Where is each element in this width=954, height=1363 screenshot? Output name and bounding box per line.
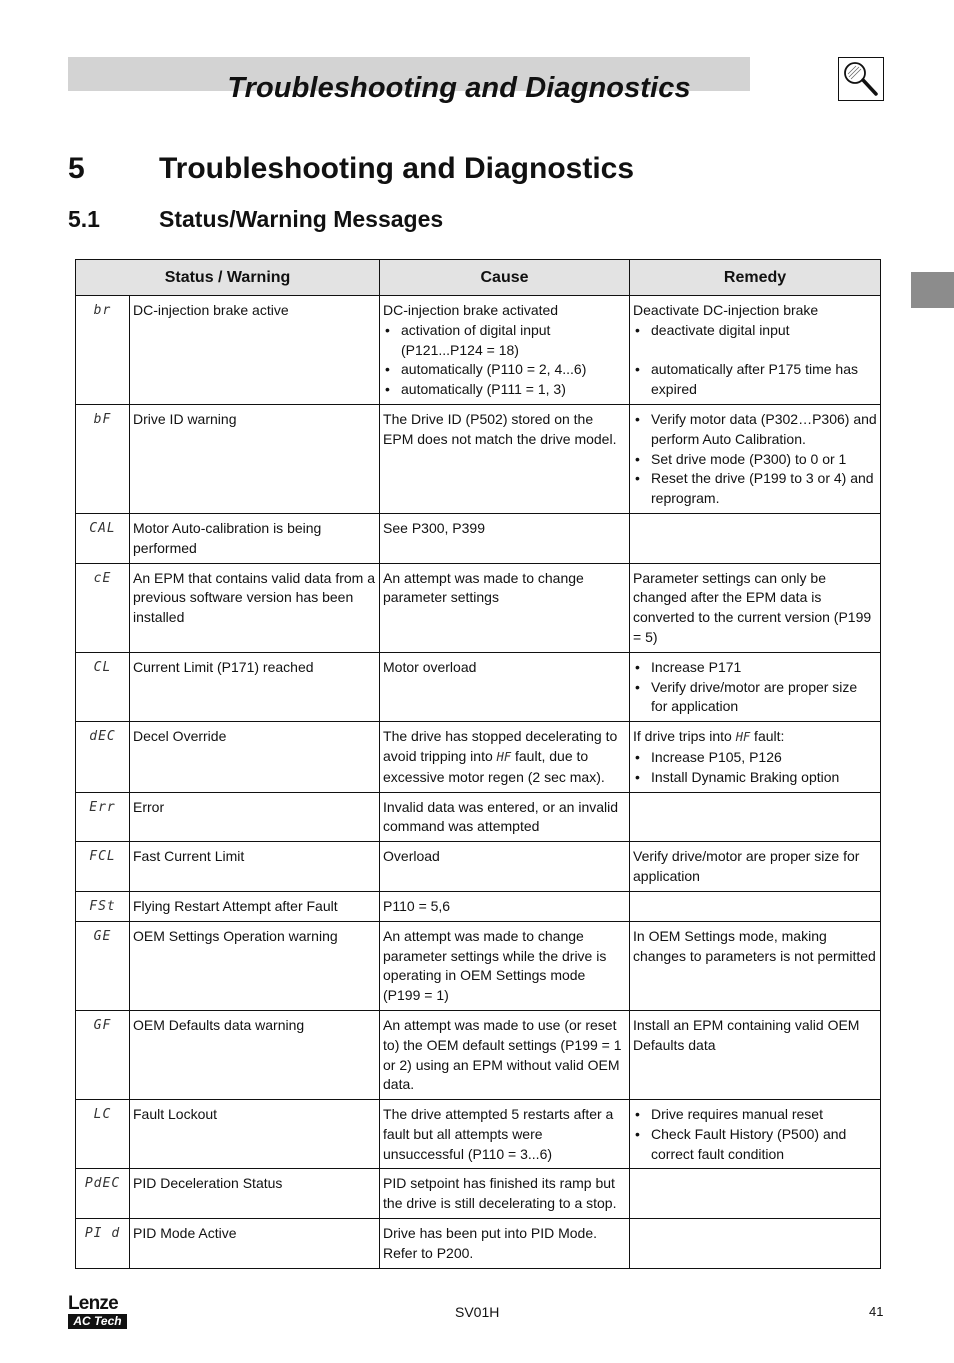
page-number: 41 xyxy=(869,1304,884,1319)
status-cell: Error xyxy=(130,792,380,842)
display-code: bF xyxy=(76,404,130,513)
table-row xyxy=(76,513,881,563)
remedy-bullet: • Install Dynamic Braking option xyxy=(633,768,877,788)
remedy-text: fault: xyxy=(750,728,785,745)
remedy-bullet: • Reset the drive (P199 to 3 or 4) and reprogram. xyxy=(633,469,877,509)
cause-cell: PID setpoint has finished its ramp but the drive is still decelerating to a stop. xyxy=(380,1169,630,1219)
cause-cell: Drive has been put into PID Mode. Refer to P200. xyxy=(380,1219,630,1269)
table-row xyxy=(76,1219,881,1269)
remedy-bullet: • Drive requires manual reset xyxy=(633,1105,877,1125)
table-row xyxy=(76,1169,881,1219)
status-cell: Decel Override xyxy=(130,722,380,792)
remedy-cell xyxy=(630,792,881,842)
cause-bullet: • activation of digital input (P121...P124 = 18) xyxy=(383,321,626,361)
display-code: CL xyxy=(76,652,130,721)
display-code: CAL xyxy=(76,513,130,563)
remedy-cell xyxy=(630,722,881,792)
cause-cell: An attempt was made to use (or reset to) the OEM default settings (P199 = 1 or 2) using an EPM without valid OEM data. xyxy=(380,1010,630,1099)
cause-cell: Invalid data was entered, or an invalid command was attempted xyxy=(380,792,630,842)
header-cause: Cause xyxy=(380,260,630,296)
table-row xyxy=(76,296,881,405)
remedy-bullet: • Check Fault History (P500) and correct fault condition xyxy=(633,1125,877,1165)
subsection-title: Status/Warning Messages xyxy=(159,206,444,232)
table-row xyxy=(76,792,881,842)
cause-cell: See P300, P399 xyxy=(380,513,630,563)
cause-cell: P110 = 5,6 xyxy=(380,891,630,921)
status-cell: Drive ID warning xyxy=(130,404,380,513)
company-logo xyxy=(68,1295,128,1329)
remedy-bullet: • Set drive mode (P300) to 0 or 1 xyxy=(633,450,877,470)
remedy-cell xyxy=(630,1100,881,1169)
header-remedy: Remedy xyxy=(630,260,881,296)
table-row xyxy=(76,891,881,921)
display-code: PdEC xyxy=(76,1169,130,1219)
section-title: Troubleshooting and Diagnostics xyxy=(159,152,635,185)
cause-cell: An attempt was made to change parameter settings while the drive is operating in OEM Settings mode (P199 = 1) xyxy=(380,921,630,1010)
display-code: GF xyxy=(76,1010,130,1099)
cause-cell xyxy=(380,296,630,405)
status-cell: Fault Lockout xyxy=(130,1100,380,1169)
remedy-cell xyxy=(630,652,881,721)
cause-text: The drive has stopped decelerating to avoid tripping into xyxy=(383,728,618,764)
status-cell: OEM Defaults data warning xyxy=(130,1010,380,1099)
cause-cell: The Drive ID (P502) stored on the EPM does not match the drive model. xyxy=(380,404,630,513)
remedy-text: Deactivate DC-injection brake xyxy=(633,302,819,318)
cause-cell: The drive attempted 5 restarts after a fault but all attempts were unsuccessful (P110 = 3...6) xyxy=(380,1100,630,1169)
cause-cell xyxy=(380,722,630,792)
status-cell: DC-injection brake active xyxy=(130,296,380,405)
status-cell: PID Mode Active xyxy=(130,1219,380,1269)
remedy-bullet: • deactivate digital input xyxy=(633,321,877,341)
remedy-cell xyxy=(630,1169,881,1219)
status-cell: Motor Auto-calibration is being performed xyxy=(130,513,380,563)
cause-cell: Overload xyxy=(380,842,630,892)
display-code: cE xyxy=(76,563,130,652)
subsection-heading xyxy=(68,206,443,233)
status-cell: Flying Restart Attempt after Fault xyxy=(130,891,380,921)
display-code: dEC xyxy=(76,722,130,792)
section-heading xyxy=(68,152,634,186)
table-row xyxy=(76,722,881,792)
remedy-bullet: • automatically after P175 time has expired xyxy=(633,360,877,400)
cause-cell: An attempt was made to change parameter settings xyxy=(380,563,630,652)
status-cell: Fast Current Limit xyxy=(130,842,380,892)
status-cell: PID Deceleration Status xyxy=(130,1169,380,1219)
remedy-cell: Parameter settings can only be changed after the EPM data is converted to the current version (P199 = 5) xyxy=(630,563,881,652)
table-header-row xyxy=(76,260,881,296)
table-row xyxy=(76,404,881,513)
magnifier-icon xyxy=(838,57,884,101)
remedy-cell: Install an EPM containing valid OEM Defaults data xyxy=(630,1010,881,1099)
remedy-cell: Verify drive/motor are proper size for application xyxy=(630,842,881,892)
display-code: br xyxy=(76,296,130,405)
status-cell: An EPM that contains valid data from a previous software version has been installed xyxy=(130,563,380,652)
remedy-bullet: • Increase P105, P126 xyxy=(633,748,877,768)
display-code-inline: HF xyxy=(496,749,512,764)
remedy-cell xyxy=(630,296,881,405)
remedy-cell: In OEM Settings mode, making changes to parameters is not permitted xyxy=(630,921,881,1010)
display-code: FSt xyxy=(76,891,130,921)
display-code: PI d xyxy=(76,1219,130,1269)
cause-text: DC-injection brake activated xyxy=(383,302,559,318)
cause-cell: Motor overload xyxy=(380,652,630,721)
table-row xyxy=(76,842,881,892)
status-cell: Current Limit (P171) reached xyxy=(130,652,380,721)
remedy-bullet: • Verify motor data (P302…P306) and perform Auto Calibration. xyxy=(633,410,877,450)
table-row xyxy=(76,563,881,652)
section-number: 5 xyxy=(68,152,85,185)
display-code: LC xyxy=(76,1100,130,1169)
remedy-bullet: • Increase P171 xyxy=(633,658,877,678)
running-header-title: Troubleshooting and Diagnostics xyxy=(227,72,691,104)
cause-bullet: • automatically (P111 = 1, 3) xyxy=(383,380,626,400)
remedy-cell xyxy=(630,404,881,513)
cause-bullet: • automatically (P110 = 2, 4...6) xyxy=(383,360,626,380)
remedy-cell xyxy=(630,1219,881,1269)
remedy-text: If drive trips into xyxy=(633,728,736,745)
table-row xyxy=(76,1100,881,1169)
status-warning-table xyxy=(75,259,881,1269)
logo-word: Lenze xyxy=(68,1293,118,1314)
remedy-cell xyxy=(630,891,881,921)
display-code: FCL xyxy=(76,842,130,892)
table-row xyxy=(76,652,881,721)
document-code: SV01H xyxy=(455,1304,500,1320)
chapter-side-tab xyxy=(911,272,954,308)
display-code: Err xyxy=(76,792,130,842)
display-code: GE xyxy=(76,921,130,1010)
header-status-warning: Status / Warning xyxy=(76,260,380,296)
status-cell: OEM Settings Operation warning xyxy=(130,921,380,1010)
logo-tag: AC Tech xyxy=(68,1314,127,1329)
remedy-bullet: • Verify drive/motor are proper size for application xyxy=(633,678,877,718)
display-code-inline: HF xyxy=(735,730,751,745)
table-row xyxy=(76,1010,881,1099)
subsection-number: 5.1 xyxy=(68,206,100,232)
table-row xyxy=(76,921,881,1010)
remedy-cell xyxy=(630,513,881,563)
cause-text: fault, due to excessive motor regen (2 sec max). xyxy=(383,747,605,785)
